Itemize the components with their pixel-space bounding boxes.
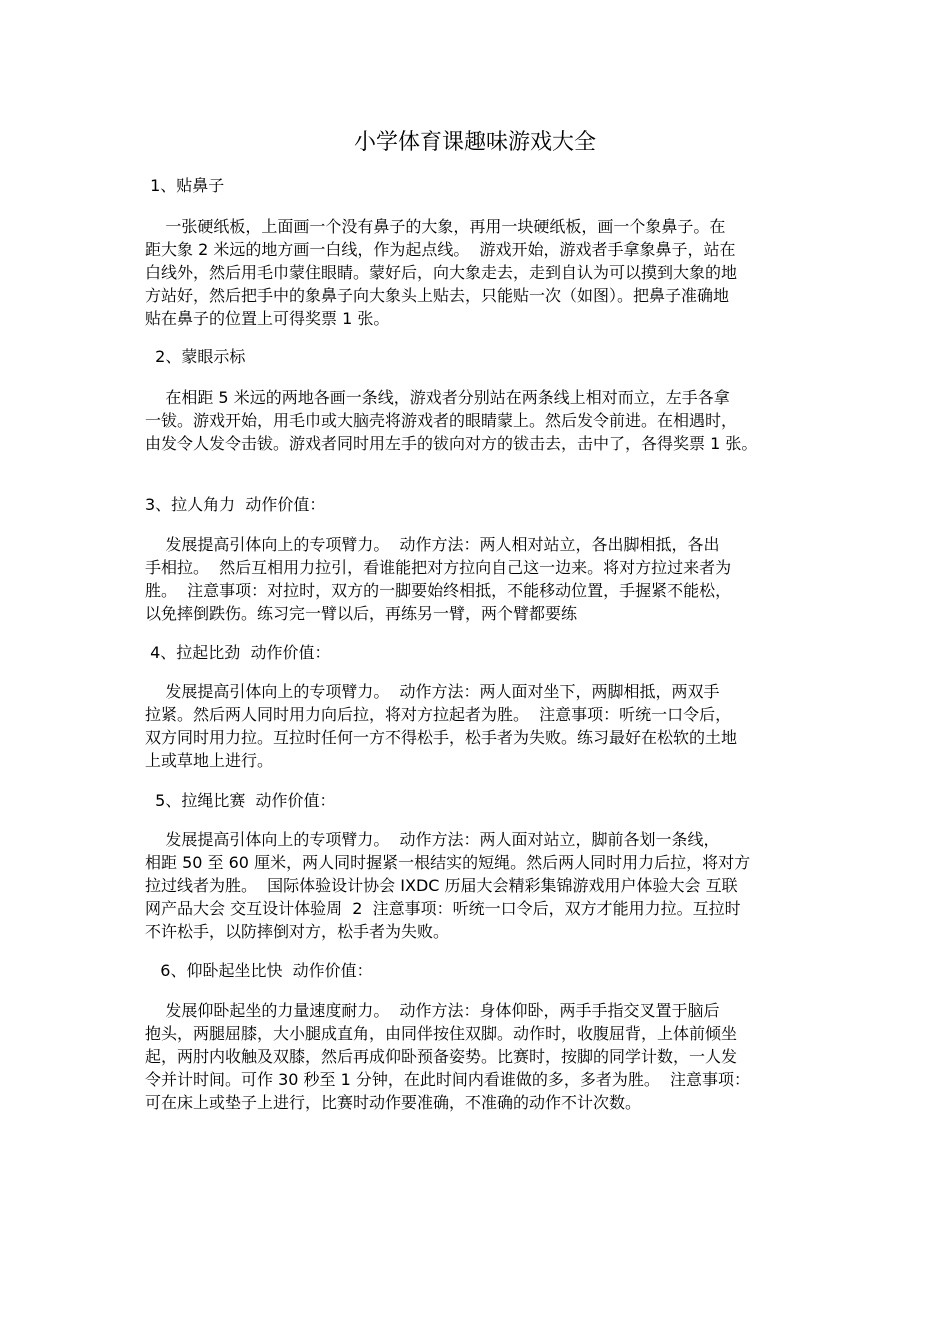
paragraph-line: 贴在鼻子的位置上可得奖票 1 张。 (145, 309, 390, 328)
section-1-heading (145, 174, 813, 197)
section-2-heading (145, 345, 813, 368)
paragraph-line: 发展仰卧起坐的力量速度耐力。 动作方法：身体仰卧，两手手指交叉置于脑后 (145, 1001, 720, 1020)
section-heading: 2、蒙眼示标 (145, 347, 246, 366)
paragraph-line: 一张硬纸板，上面画一个没有鼻子的大象，再用一块硬纸板，画一个象鼻子。在 (145, 217, 726, 236)
section-3-heading (145, 493, 813, 516)
paragraph-line: 方站好，然后把手中的象鼻子向大象头上贴去，只能贴一次（如图）。把鼻子准确地 (145, 286, 730, 305)
paragraph-line: 令并计时间。可作 30 秒至 1 分钟，在此时间内看谁做的多，多者为胜。 注意事项： (145, 1070, 751, 1089)
paragraph-line: 双方同时用力拉。互拉时任何一方不得松手，松手者为失败。练习最好在松软的土地 (145, 728, 738, 747)
paragraph-line: 发展提高引体向上的专项臂力。 动作方法：两人面对坐下，两脚相抵，两双手 (145, 682, 720, 701)
paragraph-line: 发展提高引体向上的专项臂力。 动作方法：两人相对站立，各出脚相抵，各出 (145, 535, 720, 554)
paragraph-line: 可在床上或垫子上进行，比赛时动作要准确，不准确的动作不计次数。 (145, 1093, 642, 1112)
section-6-heading (145, 959, 813, 982)
section-5-body (145, 828, 813, 943)
paragraph-line: 胜。 注意事项：对拉时，双方的一脚要始终相抵，不能移动位置，手握紧不能松， (145, 581, 732, 600)
paragraph-line: 距大象 2 米远的地方画一白线，作为起点线。 游戏开始，游戏者手拿象鼻子，站在 (145, 240, 736, 259)
section-heading: 3、拉人角力 动作价值： (145, 495, 326, 514)
section-heading: 4、拉起比劲 动作价值： (145, 643, 331, 662)
section-5-heading (145, 789, 813, 812)
paragraph-line: 以免摔倒跌伤。练习完一臂以后，再练另一臂，两个臂都要练 (145, 604, 578, 623)
paragraph-line: 由发令人发令击钹。游戏者同时用左手的钹向对方的钹击去，击中了，各得奖票 1 张。 (145, 434, 758, 453)
paragraph-line: 不许松手，以防摔倒对方，松手者为失败。 (145, 922, 450, 941)
paragraph-line: 起，两肘内收触及双膝，然后再成仰卧预备姿势。比赛时，按脚的同学计数，一人发 (145, 1047, 738, 1066)
section-heading: 5、拉绳比赛 动作价值： (145, 791, 336, 810)
section-4-body (145, 680, 813, 772)
paragraph-line: 一钹。游戏开始，用毛巾或大脑壳将游戏者的眼睛蒙上。然后发令前进。在相遇时， (145, 411, 738, 430)
section-heading: 1、贴鼻子 (145, 176, 225, 195)
paragraph-line: 相距 50 至 60 厘米，两人同时握紧一根结实的短绳。然后两人同时用力后拉，将对方 (145, 853, 751, 872)
section-1-body (145, 215, 813, 330)
paragraph-line: 手相拉。 然后互相用力拉引，看谁能把对方拉向自己这一边来。将对方拉过来者为 (145, 558, 732, 577)
paragraph-line: 白线外，然后用毛巾蒙住眼睛。蒙好后，向大象走去，走到自认为可以摸到大象的地 (145, 263, 738, 282)
document-title: 小学体育课趣味游戏大全 (353, 130, 596, 155)
section-2-body (145, 386, 813, 455)
paragraph-line: 抱头，两腿屈膝，大小腿成直角，由同伴按住双脚。动作时，收腹屈背，上体前倾坐 (145, 1024, 738, 1043)
paragraph-line: 拉紧。然后两人同时用力向后拉，将对方拉起者为胜。 注意事项：听统一口令后， (145, 705, 732, 724)
paragraph-line: 网产品大会 交互设计体验周 2 注意事项：听统一口令后，双方才能用力拉。互拉时 (145, 899, 741, 918)
paragraph-line: 上或草地上进行。 (145, 751, 274, 770)
section-3-body (145, 533, 813, 625)
section-4-heading (145, 641, 813, 664)
paragraph-line: 拉过线者为胜。 国际体验设计协会 IXDC 历届大会精彩集锦游戏用户体验大会 互联 (145, 876, 738, 895)
paragraph-line: 在相距 5 米远的两地各画一条线，游戏者分别站在两条线上相对而立，左手各拿 (145, 388, 730, 407)
paragraph-line: 发展提高引体向上的专项臂力。 动作方法：两人面对站立，脚前各划一条线， (145, 830, 720, 849)
section-6-body (145, 999, 813, 1114)
section-heading: 6、仰卧起坐比快 动作价值： (145, 961, 373, 980)
